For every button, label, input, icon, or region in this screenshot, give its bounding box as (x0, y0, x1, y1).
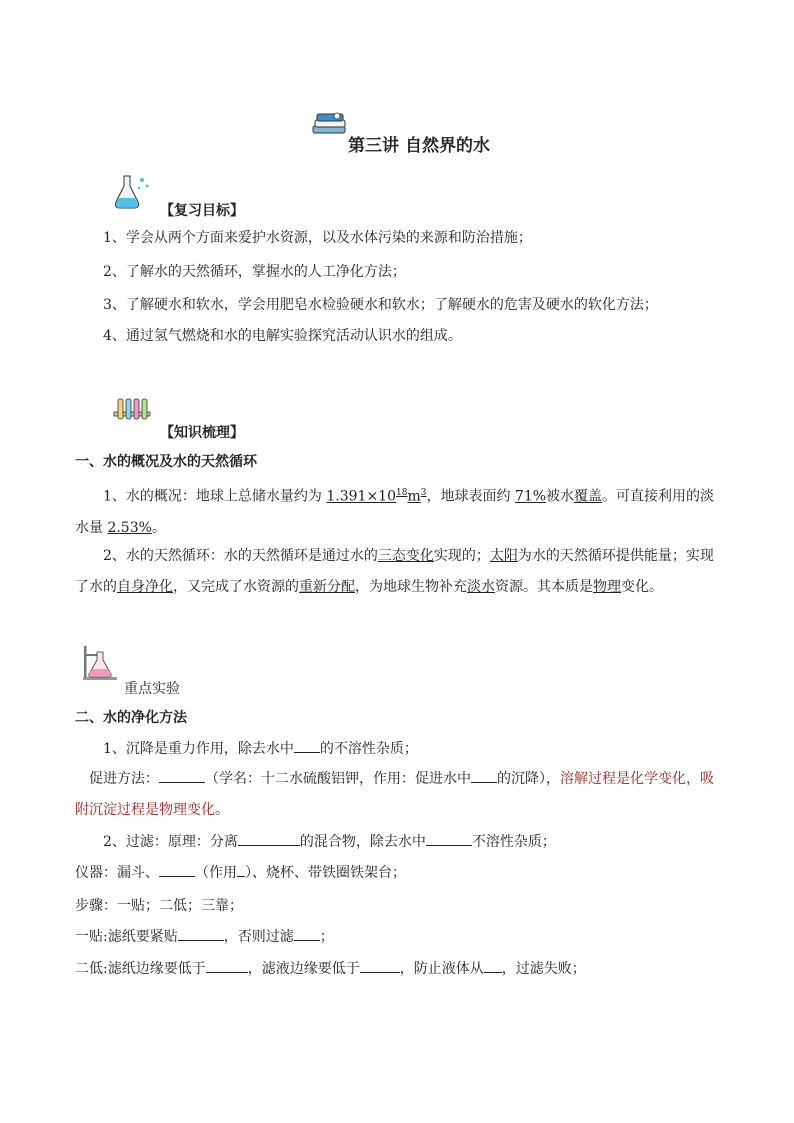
review-item-1: 1、学会从两个方面来爱护水资源，以及水体污染的来源和防治措施； (103, 230, 532, 246)
lab-flask-stand-icon (80, 642, 120, 682)
answer-blank[interactable] (159, 768, 205, 783)
two-low-line: 二低:滤纸边缘要低于 ，滤液边缘要低于 ，防止液体从 ，过滤失败； (75, 954, 725, 985)
test-tubes-icon (112, 396, 152, 422)
answer-blank[interactable] (471, 768, 497, 783)
review-heading: 【复习目标】 (160, 203, 244, 219)
flask-icon (110, 172, 154, 212)
page-title: 第三讲 自然界的水 (348, 136, 490, 156)
one-stick-line: 一贴:滤纸要紧贴 ，否则过滤 ； (75, 922, 725, 953)
steps-line: 步骤：一贴；二低；三靠； (75, 898, 243, 914)
answer-blank[interactable] (206, 958, 248, 973)
sedimentation-line: 1、沉降是重力作用，除去水中 的不溶性杂质； (75, 734, 725, 765)
answer-blank[interactable] (484, 958, 502, 973)
review-item-4: 4、通过氢气燃烧和水的电解实验探究活动认识水的组成。 (103, 328, 462, 344)
answer-blank[interactable] (178, 926, 224, 941)
key-experiment-heading: 重点实验 (124, 681, 180, 697)
answer-blank[interactable] (237, 862, 245, 877)
answer-blank[interactable] (294, 926, 320, 941)
section-2-heading: 二、水的净化方法 (75, 710, 187, 726)
answer-blank[interactable] (294, 738, 320, 753)
paragraph-water-overview: 1、水的概况：地球上总储水量约为 $1.391\times 10^{18}m^3$，地球表面约 71%被水覆盖。可直接利用的淡水量 2.53%。 (75, 488, 715, 536)
answer-blank[interactable] (159, 862, 195, 877)
answer-blank[interactable] (238, 831, 300, 846)
review-item-2: 2、了解水的天然循环，掌握水的人工净化方法； (103, 264, 406, 280)
knowledge-heading: 【知识梳理】 (160, 425, 244, 441)
instruments-line: 仪器：漏斗、 （作用 ）、烧杯、带铁圈铁架台； (75, 858, 725, 889)
section-1-heading: 一、水的概况及水的天然循环 (75, 454, 257, 470)
review-item-3: 3、了解硬水和软水，学会用肥皂水检验硬水和软水；了解硬水的危害及硬水的软化方法； (103, 297, 658, 313)
paragraph-water-cycle: 2、水的天然循环：水的天然循环是通过水的三态变化实现的；太阳为水的天然循环提供能量；实现了水的自身净化，又完成了水资源的重新分配，为地球生物补充淡水资源。其本质是物理变化。 (75, 548, 714, 595)
answer-blank[interactable] (360, 958, 400, 973)
promotion-method-paragraph: 促进方法： （学名：十二水硫酸铝钾，作用：促进水中 的沉降），溶解过程是化学变化，吸附沉淀过程是物理变化。 (75, 764, 725, 826)
answer-blank[interactable] (426, 831, 472, 846)
filtration-line: 2、过滤：原理：分离 的混合物，除去水中 不溶性杂质； (75, 827, 725, 858)
